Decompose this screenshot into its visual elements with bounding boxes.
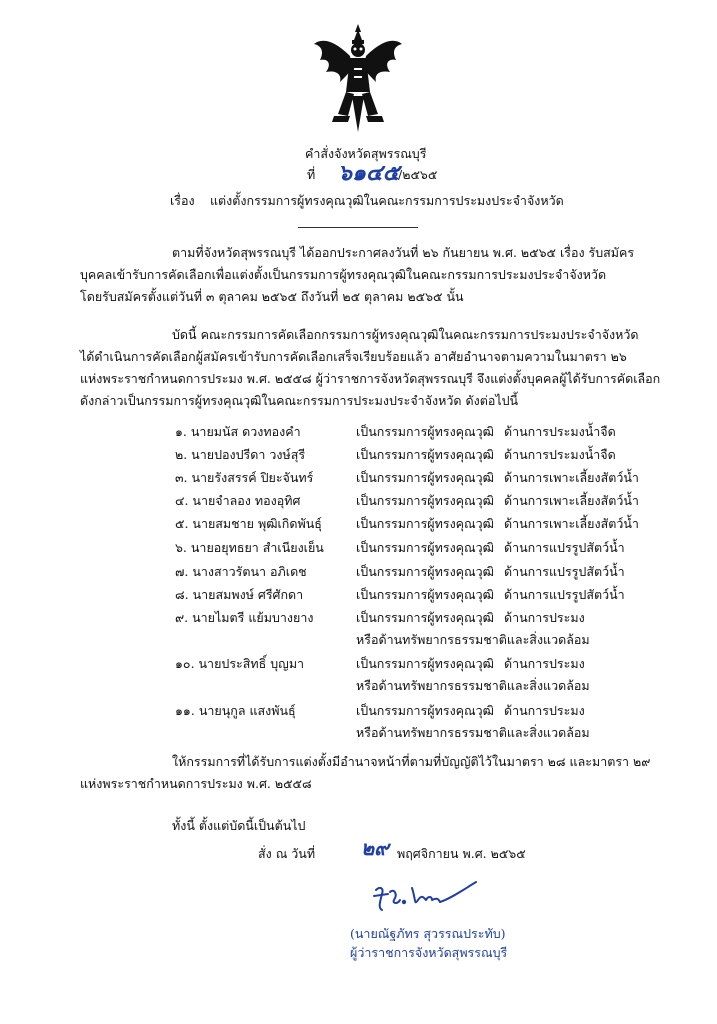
member-role: เป็นกรรมการผู้ทรงคุณวุฒิ — [356, 540, 494, 555]
member-role: เป็นกรรมการผู้ทรงคุณวุฒิ — [356, 424, 494, 439]
paragraph-line: ให้กรรมการที่ได้รับการแต่งตั้งมีอำนาจหน้าที่ตามที่บัญญัติไว้ในมาตรา ๒๘ และมาตรา ๒๙ — [172, 754, 651, 769]
list-item — [0, 607, 717, 629]
member-role: เป็นกรรมการผู้ทรงคุณวุฒิ — [356, 703, 494, 718]
member-role: เป็นกรรมการผู้ทรงคุณวุฒิ — [356, 447, 494, 462]
member-name: ๗. นางสาวรัตนา อภิเดช — [175, 564, 307, 579]
paragraph-line: แห่งพระราชกำหนดการประมง พ.ศ. ๒๕๕๘ ผู้ว่าราชการจังหวัดสุพรรณบุรี จึงแต่งตั้งบุคคลผู้ได้รับการคัดเลือก — [80, 371, 661, 386]
effective-statement: ทั้งนี้ ตั้งแต่บัดนี้เป็นต้นไป — [172, 818, 306, 833]
member-name: ๘. นายสมพงษ์ ศรีศักดา — [175, 587, 304, 602]
member-field: ด้านการประมงน้ำจืด — [504, 424, 616, 439]
member-role: เป็นกรรมการผู้ทรงคุณวุฒิ — [356, 470, 494, 485]
member-field: ด้านการแปรรูปสัตว์น้ำ — [504, 587, 625, 602]
list-item — [0, 653, 717, 675]
garuda-emblem-icon — [312, 22, 404, 134]
ordered-date-suffix: พฤศจิกายน พ.ศ. ๒๕๖๕ — [397, 846, 526, 861]
member-name: ๑๑. นายนุกูล แสงพันธุ์ — [175, 703, 296, 718]
paragraph-line: บุคคลเข้ารับการคัดเลือกเพื่อแต่งตั้งเป็นกรรมการผู้ทรงคุณวุฒิในคณะกรรมการประมงประจำจังหวัด — [80, 267, 607, 282]
member-field-continuation: หรือด้านทรัพยากรธรรมชาติและสิ่งแวดล้อม — [356, 678, 590, 693]
paragraph-line: โดยรับสมัครตั้งแต่วันที่ ๓ ตุลาคม ๒๕๖๕ ถึงวันที่ ๒๕ ตุลาคม ๒๕๖๕ นั้น — [80, 289, 464, 304]
member-role: เป็นกรรมการผู้ทรงคุณวุฒิ — [356, 493, 494, 508]
member-field: ด้านการประมงน้ำจืด — [504, 447, 616, 462]
subject-text: แต่งตั้งกรรมการผู้ทรงคุณวุฒิในคณะกรรมการประมงประจำจังหวัด — [210, 193, 564, 208]
member-name: ๔. นายจำลอง ทองอุทิศ — [175, 493, 301, 508]
member-name: ๕. นายสมชาย พุฒิเกิดพันธุ์ — [175, 516, 322, 531]
member-name: ๙. นายไมตรี แย้มบางยาง — [175, 610, 314, 625]
member-name: ๖. นายอยุทธยา สำเนียงเย็น — [175, 540, 324, 555]
list-item — [0, 467, 717, 489]
ordered-prefix: สั่ง ณ วันที่ — [258, 846, 316, 861]
member-name: ๓. นายรังสรรค์ ปิยะจันทร์ — [175, 470, 314, 485]
header-divider — [298, 227, 418, 228]
list-item — [0, 513, 717, 535]
list-item — [0, 584, 717, 606]
member-field: ด้านการเพาะเลี้ยงสัตว์น้ำ — [504, 516, 639, 531]
member-role: เป็นกรรมการผู้ทรงคุณวุฒิ — [356, 516, 494, 531]
member-field: ด้านการเพาะเลี้ยงสัตว์น้ำ — [504, 493, 639, 508]
member-field-continuation: หรือด้านทรัพยากรธรรมชาติและสิ่งแวดล้อม — [356, 632, 590, 647]
member-field: ด้านการประมง — [504, 703, 585, 718]
member-role: เป็นกรรมการผู้ทรงคุณวุฒิ — [356, 564, 494, 579]
subject-label: เรื่อง — [170, 193, 195, 208]
list-item — [0, 537, 717, 559]
signer-name: (นายณัฐภัทร สุวรรณประทับ) — [350, 926, 506, 941]
paragraph-line: ได้ดำเนินการคัดเลือกผู้สมัครเข้ารับการคัดเลือกเสร็จเรียบร้อยแล้ว อาศัยอำนาจตามความในมาตรา ๒๖ — [80, 349, 627, 364]
member-name: ๒. นายปองปรีดา วงษ์สุรี — [175, 447, 306, 462]
paragraph-authority — [80, 751, 651, 795]
member-field: ด้านการแปรรูปสัตว์น้ำ — [504, 540, 625, 555]
member-field-continuation: หรือด้านทรัพยากรธรรมชาติและสิ่งแวดล้อม — [356, 725, 590, 740]
order-number-suffix: /๒๕๖๕ — [398, 167, 438, 182]
paragraph-announcement — [80, 242, 640, 308]
paragraph-line: แห่งพระราชกำหนดการประมง พ.ศ. ๒๕๕๘ — [80, 776, 312, 791]
ordered-day-handwritten: ๒๙ — [361, 836, 389, 860]
paragraph-appointment — [80, 324, 661, 412]
paragraph-line: บัดนี้ คณะกรรมการคัดเลือกกรรมการผู้ทรงคุณวุฒิในคณะกรรมการประมงประจำจังหวัด — [172, 327, 639, 342]
member-role: เป็นกรรมการผู้ทรงคุณวุฒิ — [356, 587, 494, 602]
signer-title: ผู้ว่าราชการจังหวัดสุพรรณบุรี — [350, 945, 508, 960]
list-item — [0, 444, 717, 466]
list-item — [0, 421, 717, 443]
order-title: คำสั่งจังหวัดสุพรรณบุรี — [305, 146, 427, 161]
member-role: เป็นกรรมการผู้ทรงคุณวุฒิ — [356, 610, 494, 625]
list-item — [0, 700, 717, 722]
paragraph-line: ดังกล่าวเป็นกรรมการผู้ทรงคุณวุฒิในคณะกรรมการประมงประจำจังหวัด ดังต่อไปนี้ — [80, 393, 519, 408]
member-field: ด้านการเพาะเลี้ยงสัตว์น้ำ — [504, 470, 639, 485]
signature-icon — [370, 878, 480, 916]
member-field: ด้านการประมง — [504, 656, 585, 671]
order-number-handwritten: ๖๑๔๕ — [338, 160, 400, 186]
member-field: ด้านการแปรรูปสัตว์น้ำ — [504, 564, 625, 579]
order-number-prefix: ที่ — [307, 167, 316, 182]
member-name: ๑๐. นายประสิทธิ์ บุญมา — [175, 656, 305, 671]
member-field: ด้านการประมง — [504, 610, 585, 625]
list-item — [0, 561, 717, 583]
list-item — [0, 490, 717, 512]
member-role: เป็นกรรมการผู้ทรงคุณวุฒิ — [356, 656, 494, 671]
paragraph-line: ตามที่จังหวัดสุพรรณบุรี ได้ออกประกาศลงวันที่ ๒๖ กันยายน พ.ศ. ๒๕๖๕ เรื่อง รับสมัคร — [172, 245, 635, 260]
member-name: ๑. นายมนัส ดวงทองคำ — [175, 424, 301, 439]
